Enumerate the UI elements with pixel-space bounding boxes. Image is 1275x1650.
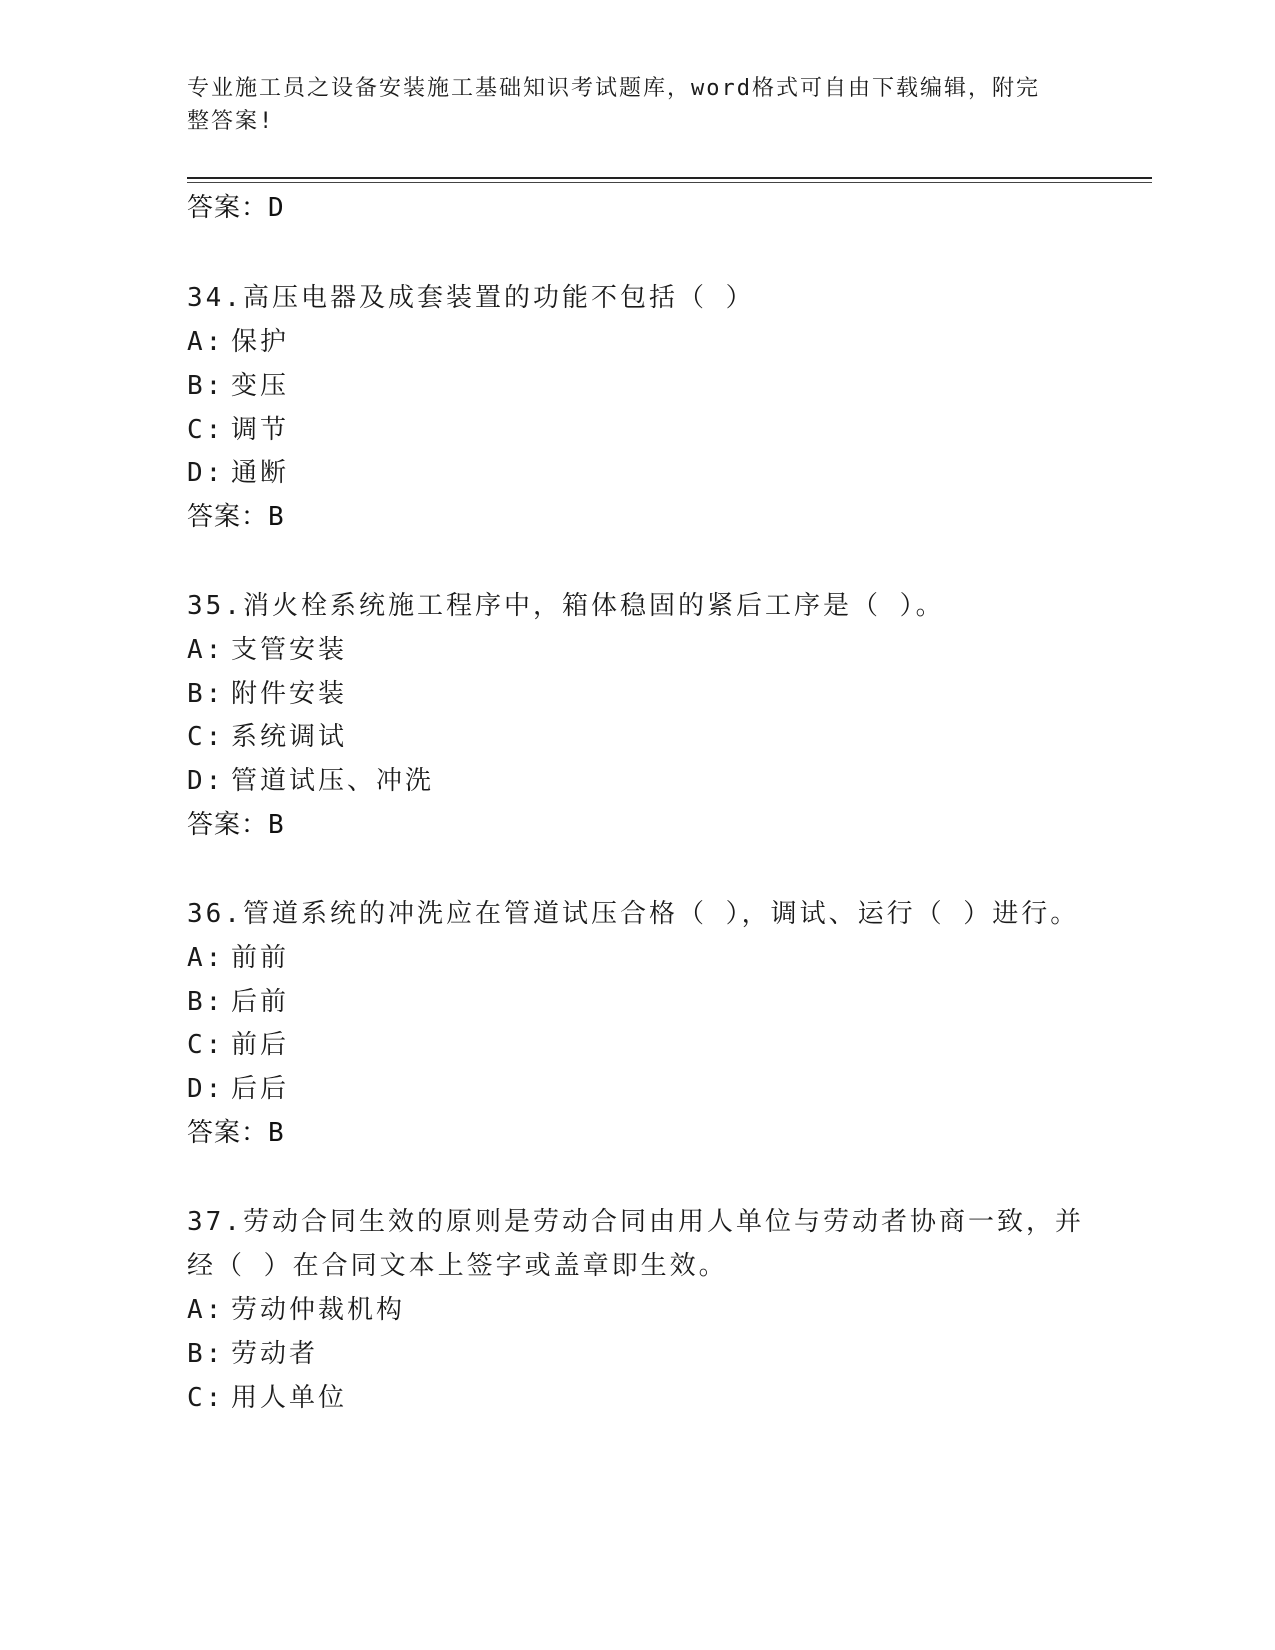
option-36-d <box>187 1072 289 1106</box>
option-text: 变压 <box>231 371 290 401</box>
option-text: 前后 <box>231 1030 290 1060</box>
option-letter: A: <box>187 1295 225 1325</box>
option-34-b <box>187 369 289 403</box>
option-text: 调节 <box>231 415 290 445</box>
option-34-a <box>187 325 289 359</box>
option-37-a <box>187 1293 405 1327</box>
option-letter: D: <box>187 458 225 488</box>
option-text: 用人单位 <box>231 1383 348 1413</box>
option-text: 劳动仲裁机构 <box>231 1295 406 1325</box>
option-letter: C: <box>187 1030 225 1060</box>
option-36-b <box>187 985 289 1019</box>
option-text: 劳动者 <box>231 1339 319 1369</box>
option-letter: D: <box>187 766 225 796</box>
option-letter: B: <box>187 987 225 1017</box>
option-text: 附件安装 <box>231 679 348 709</box>
question-34: 34.高压电器及成套装置的功能不包括（ ） <box>187 283 755 313</box>
question-36: 36.管道系统的冲洗应在管道试压合格（ ），调试、运行（ ）进行。 <box>187 899 1080 929</box>
option-35-b <box>187 677 347 711</box>
option-35-d <box>187 764 434 798</box>
option-text: 管道试压、冲洗 <box>231 766 435 796</box>
option-35-a <box>187 633 347 667</box>
option-text: 系统调试 <box>231 722 348 752</box>
option-letter: C: <box>187 1383 225 1413</box>
option-letter: B: <box>187 1339 225 1369</box>
document-header <box>187 72 1067 138</box>
option-letter: A: <box>187 327 225 357</box>
option-letter: B: <box>187 679 225 709</box>
option-text: 支管安装 <box>231 635 348 665</box>
header-divider <box>187 177 1152 179</box>
answer-34: 答案：B <box>187 502 285 532</box>
answer-33: 答案：D <box>187 193 285 223</box>
option-letter: A: <box>187 635 225 665</box>
question-37-line-2: 经（ ）在合同文本上签字或盖章即生效。 <box>187 1251 728 1281</box>
option-text: 前前 <box>231 943 290 973</box>
header-line-1: 专业施工员之设备安装施工基础知识考试题库，word格式可自由下载编辑，附完 <box>187 76 1040 101</box>
option-34-c <box>187 413 289 447</box>
option-text: 后前 <box>231 987 290 1017</box>
answer-36: 答案：B <box>187 1118 285 1148</box>
option-36-a <box>187 941 289 975</box>
option-text: 通断 <box>231 458 290 488</box>
option-letter: A: <box>187 943 225 973</box>
question-37-line-1: 37.劳动合同生效的原则是劳动合同由用人单位与劳动者协商一致，并 <box>187 1207 1084 1237</box>
option-36-c <box>187 1028 289 1062</box>
option-text: 保护 <box>231 327 290 357</box>
header-line-2: 整答案! <box>187 109 275 134</box>
header-divider-thin <box>187 182 1152 183</box>
option-letter: C: <box>187 722 225 752</box>
option-letter: C: <box>187 415 225 445</box>
option-letter: D: <box>187 1074 225 1104</box>
option-35-c <box>187 720 347 754</box>
question-35: 35.消火栓系统施工程序中，箱体稳固的紧后工序是（ ）。 <box>187 591 945 621</box>
option-34-d <box>187 456 289 490</box>
option-37-b <box>187 1337 318 1371</box>
option-text: 后后 <box>231 1074 290 1104</box>
answer-35: 答案：B <box>187 810 285 840</box>
option-letter: B: <box>187 371 225 401</box>
option-37-c <box>187 1381 347 1415</box>
